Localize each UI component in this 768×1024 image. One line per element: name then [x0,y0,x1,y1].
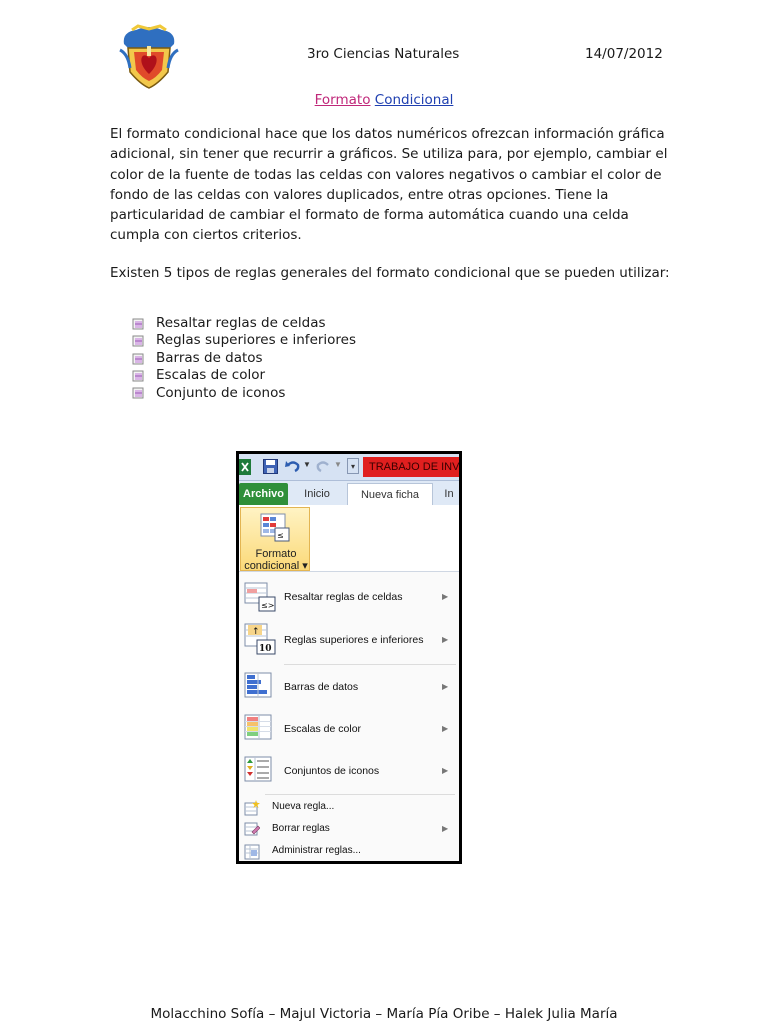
conditional-format-menu [239,572,459,862]
redo-icon[interactable] [315,459,331,474]
rule-types-list [132,315,356,402]
ribbon-tabs [239,481,459,505]
top-ten-label: 10 [259,644,272,654]
intro-paragraph: El formato condicional hace que los datos numéricos ofrezcan información gráfica adicional, sin tener que recurrir a gráficos. Se utiliza para, por ejemplo, cambiar el color de la fuente de todas las celdas con valores negativos o cambiar el color de fondo de las celdas con valores duplicados, entre otras opciones. Tiene la particularidad de cambiar el formato de forma automática cuando una celda cumpla con ciertos criterios. [110,126,668,244]
submenu-arrow-icon: ▶ [442,824,449,833]
title-word-condicional: Condicional [374,92,454,108]
svg-text:↑: ↑ [252,627,260,637]
list-item: Resaltar reglas de celdas [132,315,356,332]
menu-separator [284,664,456,665]
list-item: Reglas superiores e inferiores [132,332,356,349]
menu-item-icon-sets[interactable]: Conjuntos de iconos ▶ [239,754,459,788]
bullet-sheet-icon [132,353,144,365]
svg-text:≤: ≤ [277,531,284,540]
new-rule-icon [244,800,260,816]
undo-dropdown-icon[interactable]: ▼ [303,460,311,469]
date-label: 14/07/2012 [585,46,663,62]
data-bars-icon [244,672,274,700]
authors-footer: Molacchino Sofía – Majul Victoria – María Pía Oribe – Halek Julia María [150,1006,618,1022]
customize-qat-icon[interactable]: ▾ [347,458,359,474]
button-label-line2: condicional ▾ [244,560,308,572]
menu-item-data-bars[interactable]: Barras de datos ▶ [239,670,459,704]
tab-nueva-ficha[interactable]: Nueva ficha [347,483,433,506]
svg-text:≤>: ≤> [261,601,275,610]
window-title: TRABAJO DE INV [363,457,462,477]
menu-item-new-rule[interactable]: Nueva regla... [239,798,459,818]
redo-dropdown-icon[interactable]: ▼ [334,460,342,469]
undo-icon[interactable] [285,459,301,474]
color-scales-icon [244,714,274,742]
submenu-arrow-icon: ▶ [442,766,449,775]
menu-item-highlight-cells[interactable]: ≤> Resaltar reglas de celdas ▶ [239,580,459,614]
school-crest-logo [118,24,180,90]
menu-item-color-scales[interactable]: Escalas de color ▶ [239,712,459,746]
tab-inicio[interactable]: Inicio [304,488,330,500]
menu-separator [265,794,455,795]
excel-icon [239,459,251,475]
highlight-cells-icon [244,582,276,612]
quick-access-toolbar [239,454,459,481]
ribbon-panel [239,505,459,572]
conditional-format-icon [259,512,291,544]
list-item: Conjunto de iconos [132,385,356,402]
bullet-sheet-icon [132,370,144,382]
tab-archivo[interactable]: Archivo [239,483,288,505]
tab-insertar[interactable]: In [444,488,454,500]
course-label: 3ro Ciencias Naturales [307,46,460,62]
rules-paragraph: Existen 5 tipos de reglas generales del formato condicional que se pueden utilizar: [110,265,670,281]
bullet-sheet-icon [132,318,144,330]
menu-item-top-bottom[interactable]: ↑ 10 Reglas superiores e inferiores ▶ [239,622,459,658]
bullet-sheet-icon [132,335,144,347]
submenu-arrow-icon: ▶ [442,724,449,733]
manage-rules-icon [244,844,260,860]
title-word-formato: Formato [314,92,371,108]
excel-ribbon-screenshot [236,451,462,864]
button-label-line1: Formato [255,548,297,560]
conditional-format-button[interactable] [240,507,310,571]
clear-rules-icon [244,822,260,838]
submenu-arrow-icon: ▶ [442,682,449,691]
icon-sets-icon [244,756,274,784]
menu-item-manage-rules[interactable]: Administrar reglas... [239,842,459,862]
submenu-arrow-icon: ▶ [442,592,449,601]
top-bottom-icon [244,623,276,655]
menu-item-clear-rules[interactable]: Borrar reglas ▶ [239,820,459,840]
list-item: Escalas de color [132,367,356,384]
page-title [0,92,768,108]
bullet-sheet-icon [132,387,144,399]
save-icon[interactable] [263,459,278,474]
list-item: Barras de datos [132,350,356,367]
submenu-arrow-icon: ▶ [442,635,449,644]
